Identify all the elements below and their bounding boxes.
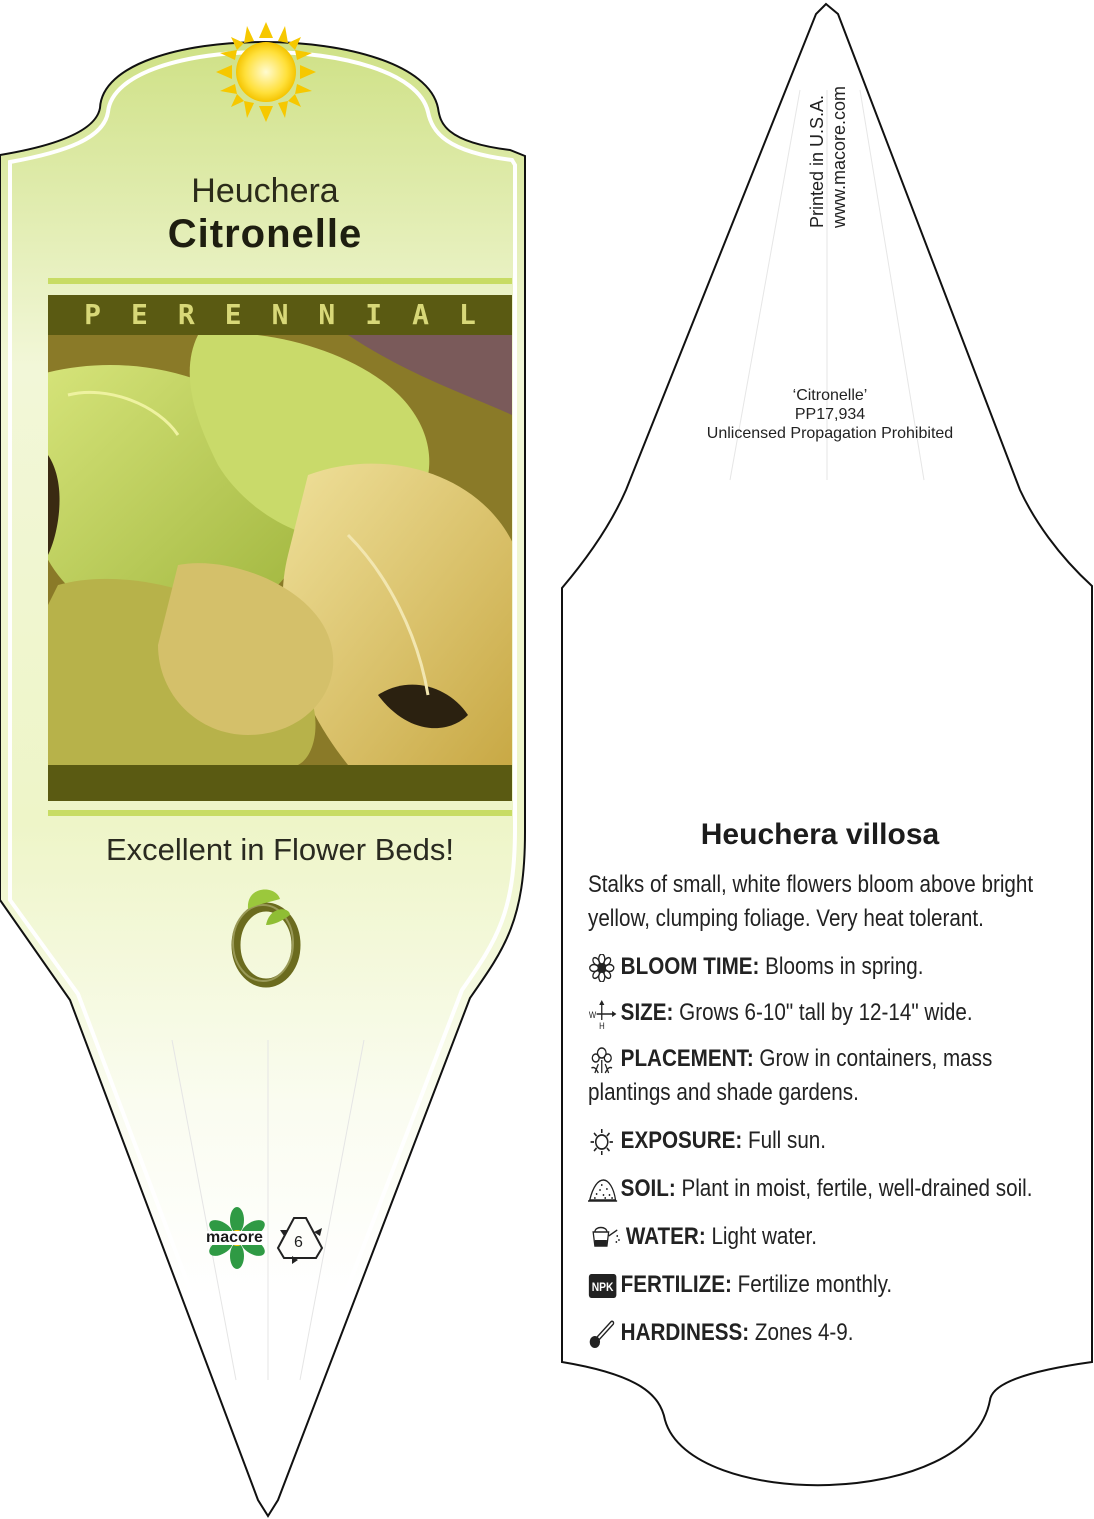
thermometer-icon <box>588 1320 617 1348</box>
printed-in: Printed in U.S.A. <box>807 94 827 228</box>
watering-can-icon <box>588 1224 622 1252</box>
attribute-placement: PLACEMENT: Grow in containers, mass plantings and shade gardens. <box>588 1045 993 1106</box>
soil-icon <box>588 1176 617 1204</box>
photo-bottom-band <box>48 765 512 801</box>
front-accent-line-bottom <box>48 810 512 816</box>
sun-icon <box>216 22 316 122</box>
plant-tagline: Excellent in Flower Beds! <box>105 832 455 867</box>
brand-name: macore <box>206 1229 263 1246</box>
sun-outline-icon <box>588 1128 617 1156</box>
plant-cultivar: Citronelle <box>167 212 363 256</box>
plant-genus: Heuchera <box>191 172 339 210</box>
propagation-notice: Unlicensed Propagation Prohibited <box>706 425 954 442</box>
svg-text:NPK: NPK <box>591 1281 614 1294</box>
patent-number: PP17,934 <box>794 406 866 423</box>
attribute-exposure: EXPOSURE: Full sun. <box>588 1124 826 1158</box>
attribute-water: WATER: Light water. <box>588 1220 817 1254</box>
npk-icon <box>588 1272 617 1300</box>
attribute-fertilize: NPK FERTILIZE: Fertilize monthly. <box>588 1268 892 1302</box>
front-accent-line-top <box>48 278 512 284</box>
attribute-hardiness: HARDINESS: Zones 4-9. <box>588 1316 854 1350</box>
placement-icon <box>588 1046 617 1074</box>
plant-description: Stalks of small, white flowers bloom above bright yellow, clumping foliage. Very heat tolerant. <box>588 871 1034 932</box>
attribute-soil: SOIL: Plant in moist, fertile, well-drained soil. <box>588 1172 1032 1206</box>
patent-cultivar-name: ‘Citronelle’ <box>792 387 868 404</box>
plant-photo <box>48 335 512 765</box>
recycle-code: 6 <box>294 1234 303 1251</box>
printer-info <box>800 58 860 228</box>
attribute-size: W H SIZE: Grows 6-10" tall by 12-14" wide. <box>588 999 973 1030</box>
size-icon <box>588 1000 617 1028</box>
species-name: Heuchera villosa <box>700 818 940 851</box>
attribute-bloom-time: BLOOM TIME: Blooms in spring. <box>588 950 923 984</box>
svg-text:H: H <box>599 1020 605 1030</box>
plant-category-banner: PERENNIAL <box>48 295 512 335</box>
svg-text:W: W <box>588 1009 597 1020</box>
patent-info <box>640 386 1020 443</box>
flower-icon <box>588 954 617 982</box>
printer-website: www.macore.com <box>829 85 849 228</box>
